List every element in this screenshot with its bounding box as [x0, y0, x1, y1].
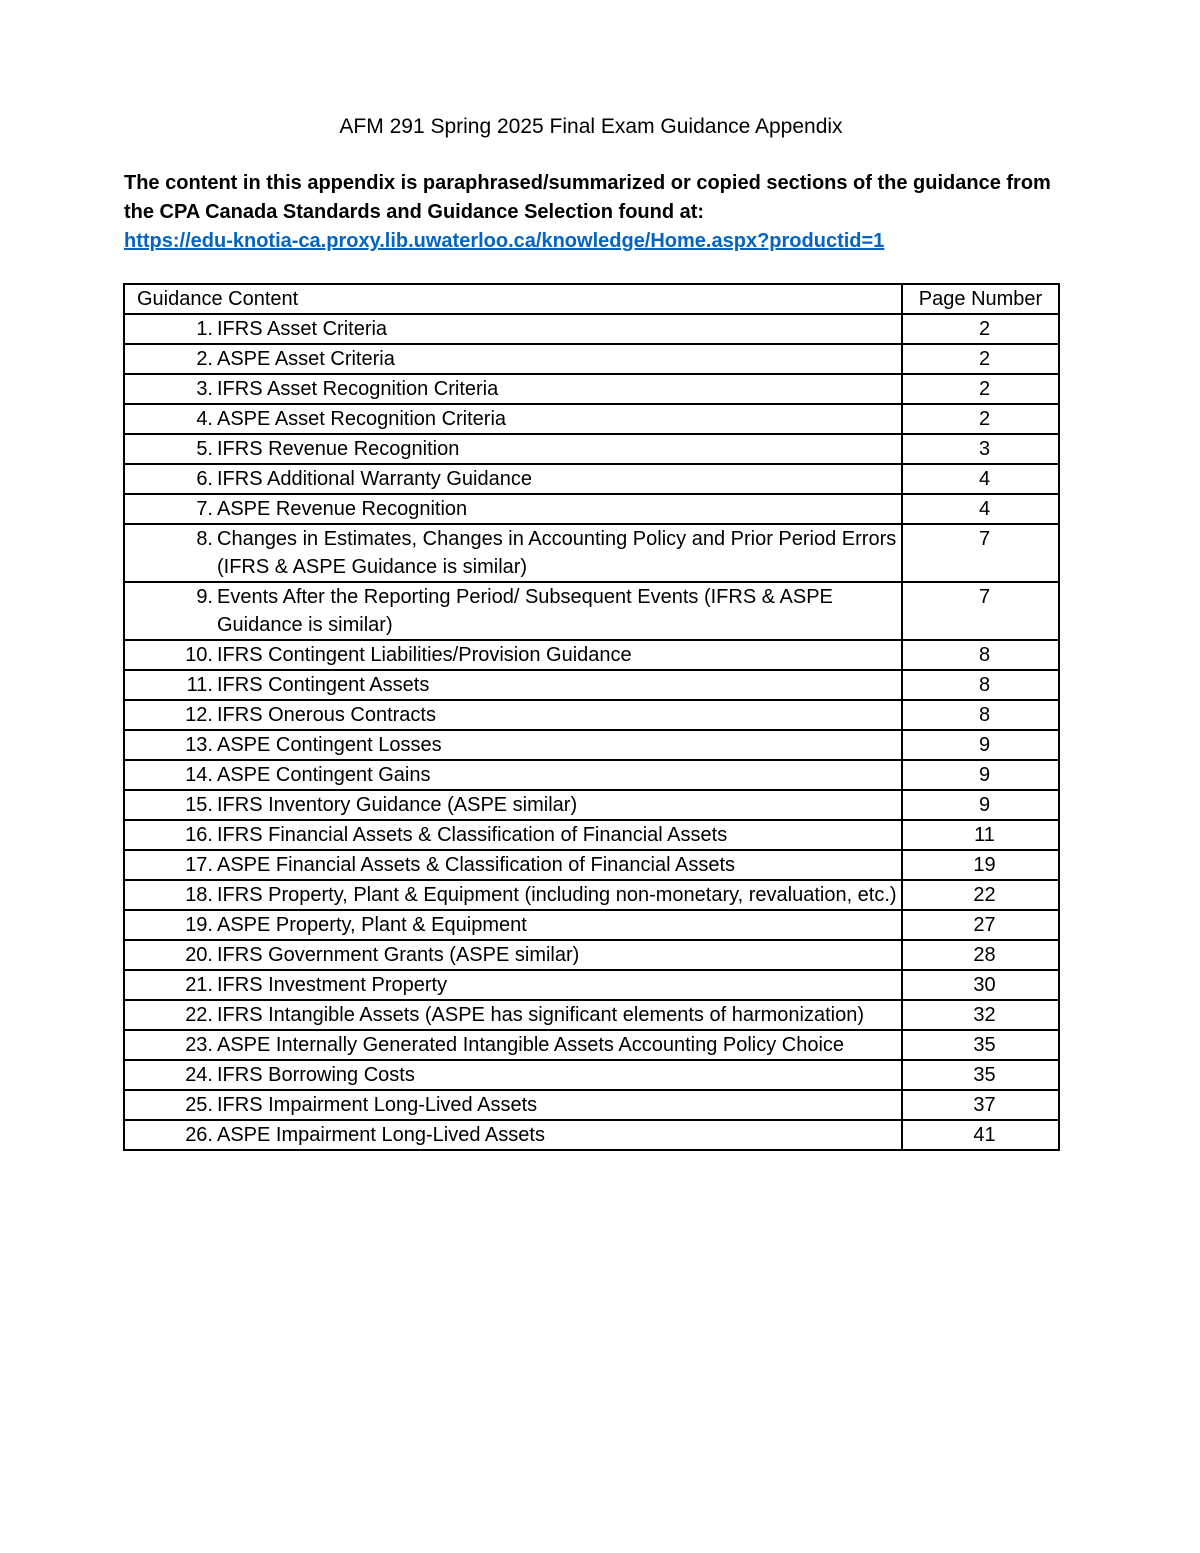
guidance-item: [137, 405, 897, 433]
item-number: 4.: [196, 408, 213, 430]
item-title: ASPE Asset Recognition Criteria: [217, 408, 507, 430]
page-number-cell: 2: [902, 314, 1059, 344]
item-number: 11.: [186, 674, 213, 696]
table-row: [124, 524, 1059, 582]
guidance-item: [137, 641, 897, 669]
item-title: ASPE Contingent Losses: [217, 734, 442, 756]
guidance-content-cell: [124, 404, 902, 434]
item-number: 24.: [185, 1064, 213, 1086]
page-number-cell: 30: [902, 970, 1059, 1000]
item-title: IFRS Financial Assets & Classification of Financial Assets: [217, 824, 728, 846]
guidance-content-cell: [124, 344, 902, 374]
page-number-cell: 11: [902, 820, 1059, 850]
page-number-cell: 41: [902, 1120, 1059, 1150]
item-title: ASPE Internally Generated Intangible Assets Accounting Policy Choice: [217, 1034, 845, 1056]
guidance-content-cell: [124, 940, 902, 970]
page-number-cell: 32: [902, 1000, 1059, 1030]
guidance-item: [137, 791, 897, 819]
table-row: [124, 582, 1059, 640]
item-number: 2.: [196, 348, 213, 370]
page-number-cell: 28: [902, 940, 1059, 970]
guidance-content-cell: [124, 494, 902, 524]
guidance-item: [137, 345, 897, 373]
item-title: IFRS Contingent Liabilities/Provision Guidance: [217, 644, 632, 666]
guidance-item: [137, 375, 897, 403]
item-number: 18.: [185, 884, 213, 906]
guidance-item: [137, 851, 897, 879]
page-number-cell: 4: [902, 494, 1059, 524]
table-row: [124, 670, 1059, 700]
guidance-content-cell: [124, 820, 902, 850]
table-row: [124, 1090, 1059, 1120]
guidance-content-cell: [124, 640, 902, 670]
item-title: ASPE Contingent Gains: [217, 764, 431, 786]
item-number: 1.: [196, 318, 213, 340]
guidance-content-cell: [124, 314, 902, 344]
guidance-content-cell: [124, 700, 902, 730]
item-number: 15.: [185, 794, 213, 816]
intro-block: [124, 169, 1084, 256]
item-number: 16.: [185, 824, 213, 846]
page-number-cell: 22: [902, 880, 1059, 910]
page-number-cell: 9: [902, 730, 1059, 760]
table-row: [124, 434, 1059, 464]
table-row: [124, 760, 1059, 790]
item-title: Changes in Estimates, Changes in Accounting Policy and Prior Period Errors (IFRS & ASPE Guidance is similar): [217, 528, 897, 578]
guidance-item: [137, 941, 897, 969]
item-title: IFRS Investment Property: [217, 974, 448, 996]
guidance-content-cell: [124, 374, 902, 404]
table-row: [124, 790, 1059, 820]
item-title: IFRS Impairment Long-Lived Assets: [217, 1094, 538, 1116]
item-title: IFRS Property, Plant & Equipment (including non-monetary, revaluation, etc.): [217, 884, 897, 906]
table-row: [124, 910, 1059, 940]
guidance-content-cell: [124, 434, 902, 464]
item-title: IFRS Revenue Recognition: [217, 438, 460, 460]
table-header-row: [124, 284, 1059, 314]
guidance-item: [137, 731, 897, 759]
table-row: [124, 1120, 1059, 1150]
table-row: [124, 970, 1059, 1000]
item-number: 7.: [196, 498, 213, 520]
item-number: 9.: [196, 586, 213, 608]
guidance-content-cell: [124, 910, 902, 940]
page-number-cell: 19: [902, 850, 1059, 880]
guidance-item: [137, 761, 897, 789]
item-title: IFRS Inventory Guidance (ASPE similar): [217, 794, 578, 816]
item-number: 17.: [185, 854, 213, 876]
page-number-cell: 2: [902, 344, 1059, 374]
guidance-item: [137, 525, 897, 581]
item-title: ASPE Property, Plant & Equipment: [217, 914, 527, 936]
item-number: 13.: [185, 734, 213, 756]
page-title: AFM 291 Spring 2025 Final Exam Guidance Appendix: [339, 115, 843, 138]
item-number: 8.: [196, 528, 213, 550]
item-number: 14.: [185, 764, 213, 786]
item-number: 21.: [185, 974, 213, 996]
page-number-cell: 3: [902, 434, 1059, 464]
page-number-cell: 2: [902, 374, 1059, 404]
page-number-cell: 35: [902, 1060, 1059, 1090]
guidance-item: [137, 821, 897, 849]
item-title: ASPE Asset Criteria: [217, 348, 395, 370]
item-number: 3.: [196, 378, 213, 400]
item-title: IFRS Asset Criteria: [217, 318, 388, 340]
table-row: [124, 314, 1059, 344]
table-row: [124, 344, 1059, 374]
item-number: 12.: [185, 704, 213, 726]
page-number-cell: 9: [902, 790, 1059, 820]
page-number-cell: 37: [902, 1090, 1059, 1120]
item-title: IFRS Asset Recognition Criteria: [217, 378, 499, 400]
item-title: IFRS Intangible Assets (ASPE has significant elements of harmonization): [217, 1004, 864, 1026]
page-number-cell: 7: [902, 582, 1059, 640]
header-page-number: Page Number: [902, 284, 1059, 314]
guidance-content-cell: [124, 1120, 902, 1150]
guidance-item: [137, 435, 897, 463]
item-title: IFRS Government Grants (ASPE similar): [217, 944, 580, 966]
page-number-cell: 8: [902, 700, 1059, 730]
guidance-item: [137, 1091, 897, 1119]
item-number: 22.: [185, 1004, 213, 1026]
guidance-item: [137, 583, 897, 639]
item-number: 10.: [185, 644, 213, 666]
intro-text: The content in this appendix is paraphrased/summarized or copied sections of the guidance from the CPA Canada Standards and Guidance Selection found at:: [124, 172, 1051, 223]
header-guidance-content: Guidance Content: [124, 284, 902, 314]
item-number: 20.: [185, 944, 213, 966]
item-title: ASPE Revenue Recognition: [217, 498, 468, 520]
table-row: [124, 850, 1059, 880]
table-row: [124, 880, 1059, 910]
table-row: [124, 640, 1059, 670]
table-row: [124, 404, 1059, 434]
item-title: ASPE Financial Assets & Classification of Financial Assets: [217, 854, 736, 876]
page-number-cell: 9: [902, 760, 1059, 790]
table-body: [124, 314, 1059, 1150]
table-row: [124, 940, 1059, 970]
guidance-item: [137, 315, 897, 343]
item-number: 5.: [196, 438, 213, 460]
guidance-content-cell: [124, 1030, 902, 1060]
table-row: [124, 1060, 1059, 1090]
item-number: 25.: [185, 1094, 213, 1116]
table-row: [124, 1000, 1059, 1030]
source-link[interactable]: https://edu-knotia-ca.proxy.lib.uwaterloo.ca/knowledge/Home.aspx?productid=1: [124, 230, 885, 252]
guidance-content-cell: [124, 970, 902, 1000]
item-title: IFRS Borrowing Costs: [217, 1064, 415, 1086]
table-row: [124, 700, 1059, 730]
page-number-cell: 2: [902, 404, 1059, 434]
page-number-cell: 8: [902, 640, 1059, 670]
item-title: IFRS Onerous Contracts: [217, 704, 436, 726]
guidance-content-cell: [124, 670, 902, 700]
guidance-item: [137, 465, 897, 493]
guidance-item: [137, 701, 897, 729]
guidance-item: [137, 1061, 897, 1089]
guidance-item: [137, 971, 897, 999]
guidance-content-cell: [124, 850, 902, 880]
guidance-item: [137, 495, 897, 523]
guidance-item: [137, 1031, 897, 1059]
table-row: [124, 820, 1059, 850]
item-title: IFRS Additional Warranty Guidance: [217, 468, 532, 490]
guidance-item: [137, 881, 897, 909]
page-number-cell: 4: [902, 464, 1059, 494]
item-title: ASPE Impairment Long-Lived Assets: [217, 1124, 545, 1146]
page-number-cell: 7: [902, 524, 1059, 582]
item-number: 6.: [196, 468, 213, 490]
guidance-item: [137, 1001, 897, 1029]
table-row: [124, 730, 1059, 760]
guidance-item: [137, 1121, 897, 1149]
guidance-content-cell: [124, 524, 902, 582]
item-title: IFRS Contingent Assets: [217, 674, 430, 696]
guidance-item: [137, 671, 897, 699]
guidance-content-cell: [124, 464, 902, 494]
guidance-content-cell: [124, 790, 902, 820]
item-number: 26.: [185, 1124, 213, 1146]
page-number-cell: 27: [902, 910, 1059, 940]
table-row: [124, 464, 1059, 494]
guidance-content-cell: [124, 760, 902, 790]
guidance-content-cell: [124, 582, 902, 640]
guidance-item: [137, 911, 897, 939]
table-row: [124, 1030, 1059, 1060]
page-number-cell: 35: [902, 1030, 1059, 1060]
table-row: [124, 374, 1059, 404]
guidance-content-cell: [124, 880, 902, 910]
page-number-cell: 8: [902, 670, 1059, 700]
guidance-content-cell: [124, 730, 902, 760]
item-number: 23.: [185, 1034, 213, 1056]
guidance-table: [123, 283, 1060, 1151]
guidance-content-cell: [124, 1090, 902, 1120]
item-number: 19.: [185, 914, 213, 936]
item-title: Events After the Reporting Period/ Subsequent Events (IFRS & ASPE Guidance is similar): [217, 586, 833, 636]
guidance-content-cell: [124, 1000, 902, 1030]
guidance-content-cell: [124, 1060, 902, 1090]
table-row: [124, 494, 1059, 524]
